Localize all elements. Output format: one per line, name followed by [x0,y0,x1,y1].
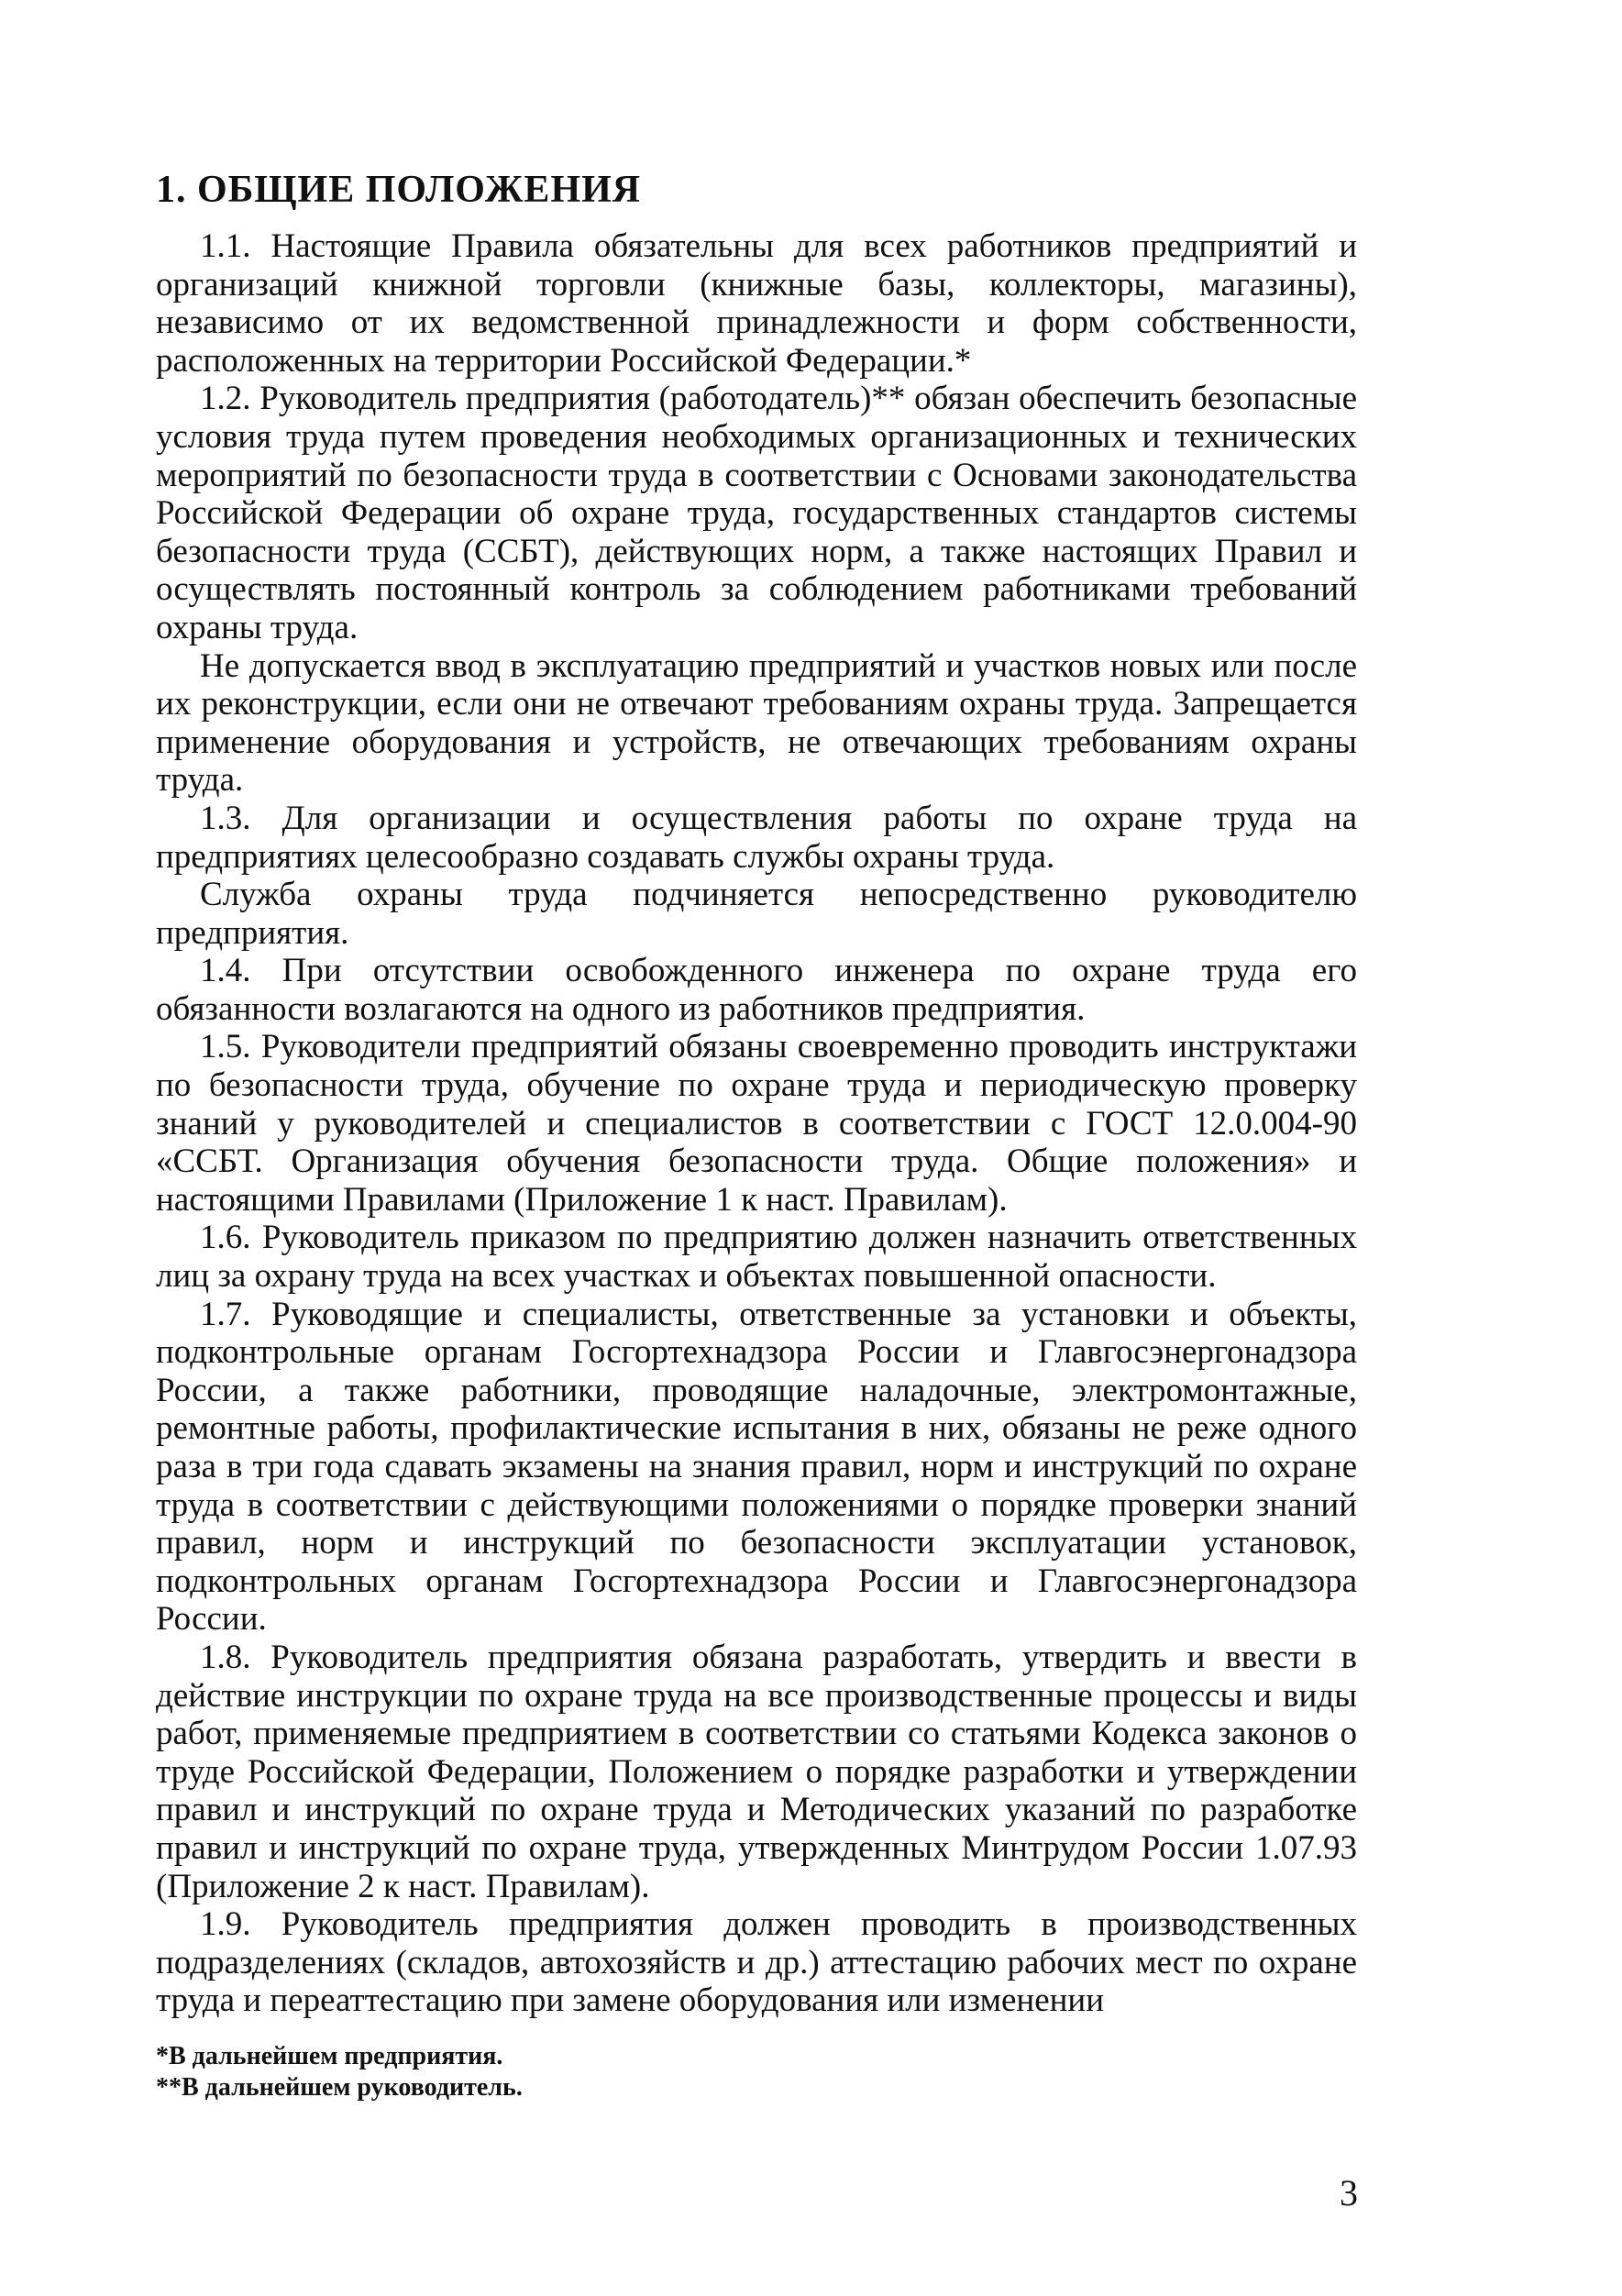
paragraph-1-3-continued: Служба охраны труда подчиняется непосредственно руководителю предприятия. [156,876,1357,952]
footnote-2: **В дальнейшем руководитель. [156,2073,523,2102]
paragraph-1-3: 1.3. Для организации и осуществления работы по охране труда на предприятиях целесообразно создавать службы охраны труда. [156,799,1357,876]
main-content [156,165,1357,2020]
paragraph-1-8: 1.8. Руководитель предприятия обязана разработать, утвердить и ввести в действие инструкции по охране труда на все производственные процессы и виды работ, применяемые предприятием в соответствии со статьями Кодекса законов о труде Российской Федерации, Положением о порядке разработки и утверждении правил и инструкций по охране труда и Методических указаний по разработке правил и инструкций по охране труда, утвержденных Минтрудом России 1.07.93 (Приложение 2 к наст. Правилам). [156,1638,1357,1905]
footnote-1: *В дальнейшем предприятия. [156,2042,503,2070]
page-number: 3 [1340,2172,1358,2213]
paragraph-1-9: 1.9. Руководитель предприятия должен проводить в производственных подразделениях (складов, автохозяйств и др.) аттестацию рабочих мест по охране труда и переаттестацию при замене оборудования или изменении [156,1905,1357,2020]
paragraph-1-2-continued: Не допускается ввод в эксплуатацию предприятий и участков новых или после их реконструкции, если они не отвечают требованиям охраны труда. Запрещается применение оборудования и устройств, не отвечающих требованиям охраны труда. [156,646,1357,800]
paragraph-1-1: 1.1. Настоящие Правила обязательны для всех работников предприятий и организаций книжной торговли (книжные базы, коллекторы, магазины), независимо от их ведомственной принадлежности и форм собственности, расположенных на территории Российской Федерации.* [156,227,1357,380]
paragraph-1-5: 1.5. Руководители предприятий обязаны своевременно проводить инструктажи по безопасности труда, обучение по охране труда и периодическую проверку знаний у руководителей и специалистов в соответствии с ГОСТ 12.0.004-90 «ССБТ. Организация обучения безопасности труда. Общие положения» и настоящими Правилами (Приложение 1 к наст. Правилам). [156,1028,1357,1219]
paragraph-1-4: 1.4. При отсутствии освобожденного инженера по охране труда его обязанности возлагаются на одного из работников предприятия. [156,952,1357,1028]
paragraph-1-6: 1.6. Руководитель приказом по предприятию должен назначить ответственных лиц за охрану труда на всех участках и объектах повышенной опасности. [156,1219,1357,1296]
footnotes [156,2041,1073,2103]
paragraph-1-7: 1.7. Руководящие и специалисты, ответственные за установки и объекты, подконтрольные органам Госгортехнадзора России и Главгосэнергонадзора России, а также работники, проводящие наладочные, электромонтажные, ремонтные работы, профилактические испытания в них, обязаны не реже одного раза в три года сдавать экзамены на знания правил, норм и инструкций по охране труда в соответствии с действующими положениями о порядке проверки знаний правил, норм и инструкций по безопасности эксплуатации установок, подконтрольных органам Госгортехнадзора России и Главгосэнергонадзора России. [156,1295,1357,1639]
section-heading: 1. ОБЩИЕ ПОЛОЖЕНИЯ [156,169,642,211]
paragraph-1-2: 1.2. Руководитель предприятия (работодатель)** обязан обеспечить безопасные условия труда путем проведения необходимых организационных и технических мероприятий по безопасности труда в соответствии с Основами законодательства Российской Федерации об охране труда, государственных стандартов системы безопасности труда (ССБТ), действующих норм, а также настоящих Правил и осуществлять постоянный контроль за соблюдением работниками требований охраны труда. [156,380,1357,646]
